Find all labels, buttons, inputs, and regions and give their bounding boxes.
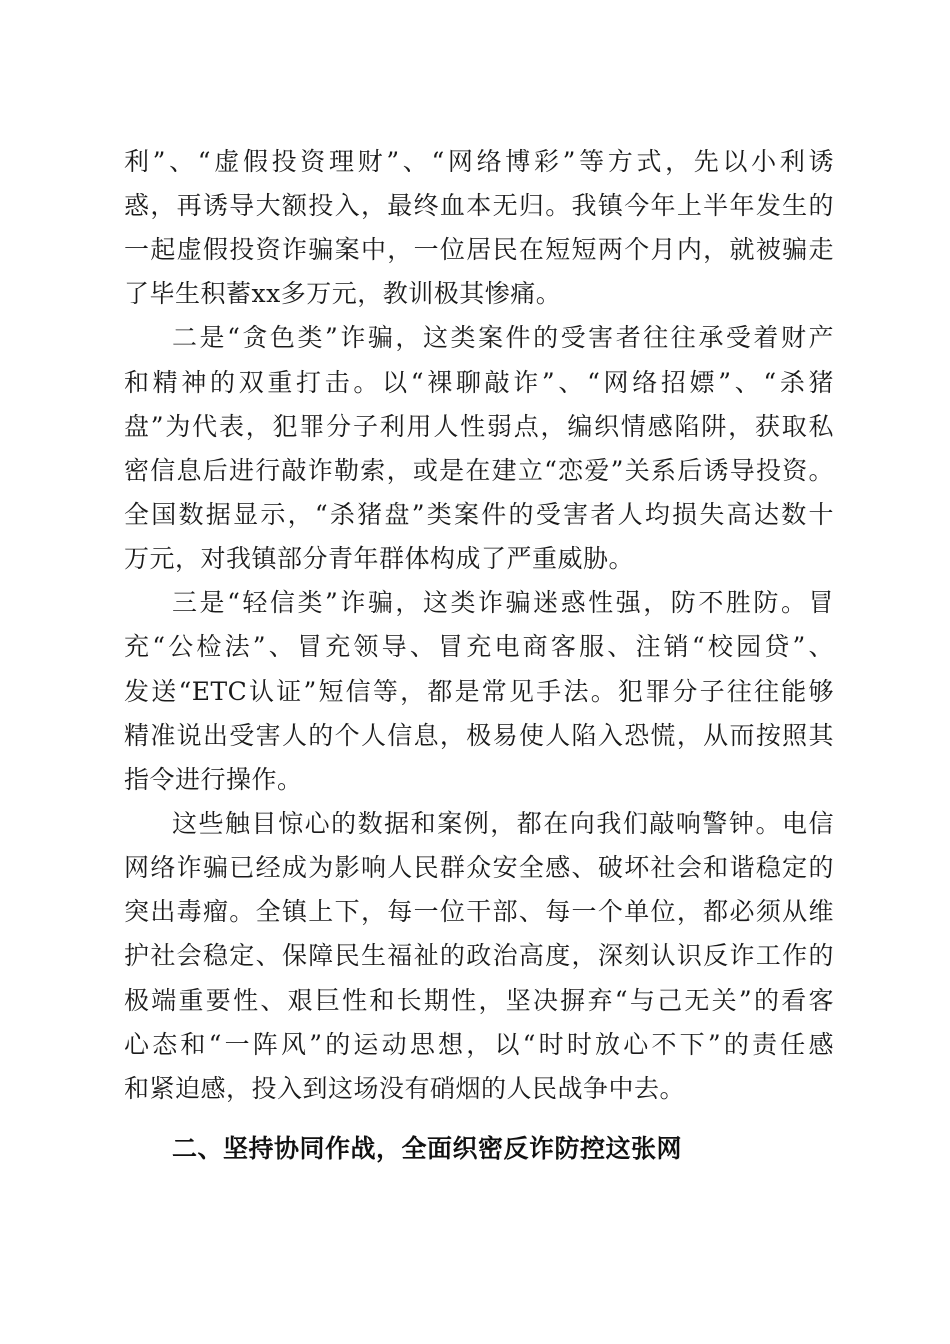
text-line: 精准说出受害人的个人信息，极易使人陷入恐慌，从而按照其 [124, 721, 834, 750]
paragraph-start-line: 这些触目惊心的数据和案例，都在向我们敲响警钟。电信 [172, 809, 834, 838]
text-line: 心态和“一阵风”的运动思想，以“时时放心不下”的责任感 [124, 1030, 834, 1059]
text-line: 指令进行操作。 [124, 765, 303, 794]
text-line: 密信息后进行敲诈勒索，或是在建立“恋爱”关系后诱导投资。 [124, 456, 834, 485]
text-line: 和紧迫感，投入到这场没有硝烟的人民战争中去。 [124, 1074, 686, 1103]
text-line: 极端重要性、艰巨性和长期性，坚决摒弃“与己无关”的看客 [124, 986, 834, 1015]
text-line: 发送“ETC认证”短信等，都是常见手法。犯罪分子往往能够 [124, 677, 834, 706]
paragraph-start-line: 三是“轻信类”诈骗，这类诈骗迷惑性强，防不胜防。冒 [172, 588, 834, 617]
text-line: 突出毒瘤。全镇上下，每一位干部、每一个单位，都必须从维 [124, 897, 834, 926]
text-line: 盘”为代表，犯罪分子利用人性弱点，编织情感陷阱，获取私 [124, 412, 834, 441]
text-line: 利”、“虚假投资理财”、“网络博彩”等方式，先以小利诱 [124, 147, 834, 176]
section-heading: 二、坚持协同作战，全面织密反诈防控这张网 [172, 1134, 683, 1163]
text-line: 护社会稳定、保障民生福祉的政治高度，深刻认识反诈工作的 [124, 941, 834, 970]
text-line: 充“公检法”、冒充领导、冒充电商客服、注销“校园贷”、 [124, 632, 834, 661]
paragraph-start-line: 二是“贪色类”诈骗，这类案件的受害者往往承受着财产 [172, 323, 834, 352]
text-line: 惑，再诱导大额投入，最终血本无归。我镇今年上半年发生的 [124, 191, 834, 220]
text-line: 万元，对我镇部分青年群体构成了严重威胁。 [124, 544, 635, 573]
text-line: 网络诈骗已经成为影响人民群众安全感、破坏社会和谐稳定的 [124, 853, 834, 882]
text-line: 和精神的双重打击。以“裸聊敲诈”、“网络招嫖”、“杀猪 [124, 368, 834, 397]
text-line: 了毕生积蓄xx多万元，教训极其惨痛。 [124, 279, 562, 308]
text-line: 全国数据显示，“杀猪盘”类案件的受害者人均损失高达数十 [124, 500, 834, 529]
text-line: 一起虚假投资诈骗案中，一位居民在短短两个月内，就被骗走 [124, 235, 834, 264]
